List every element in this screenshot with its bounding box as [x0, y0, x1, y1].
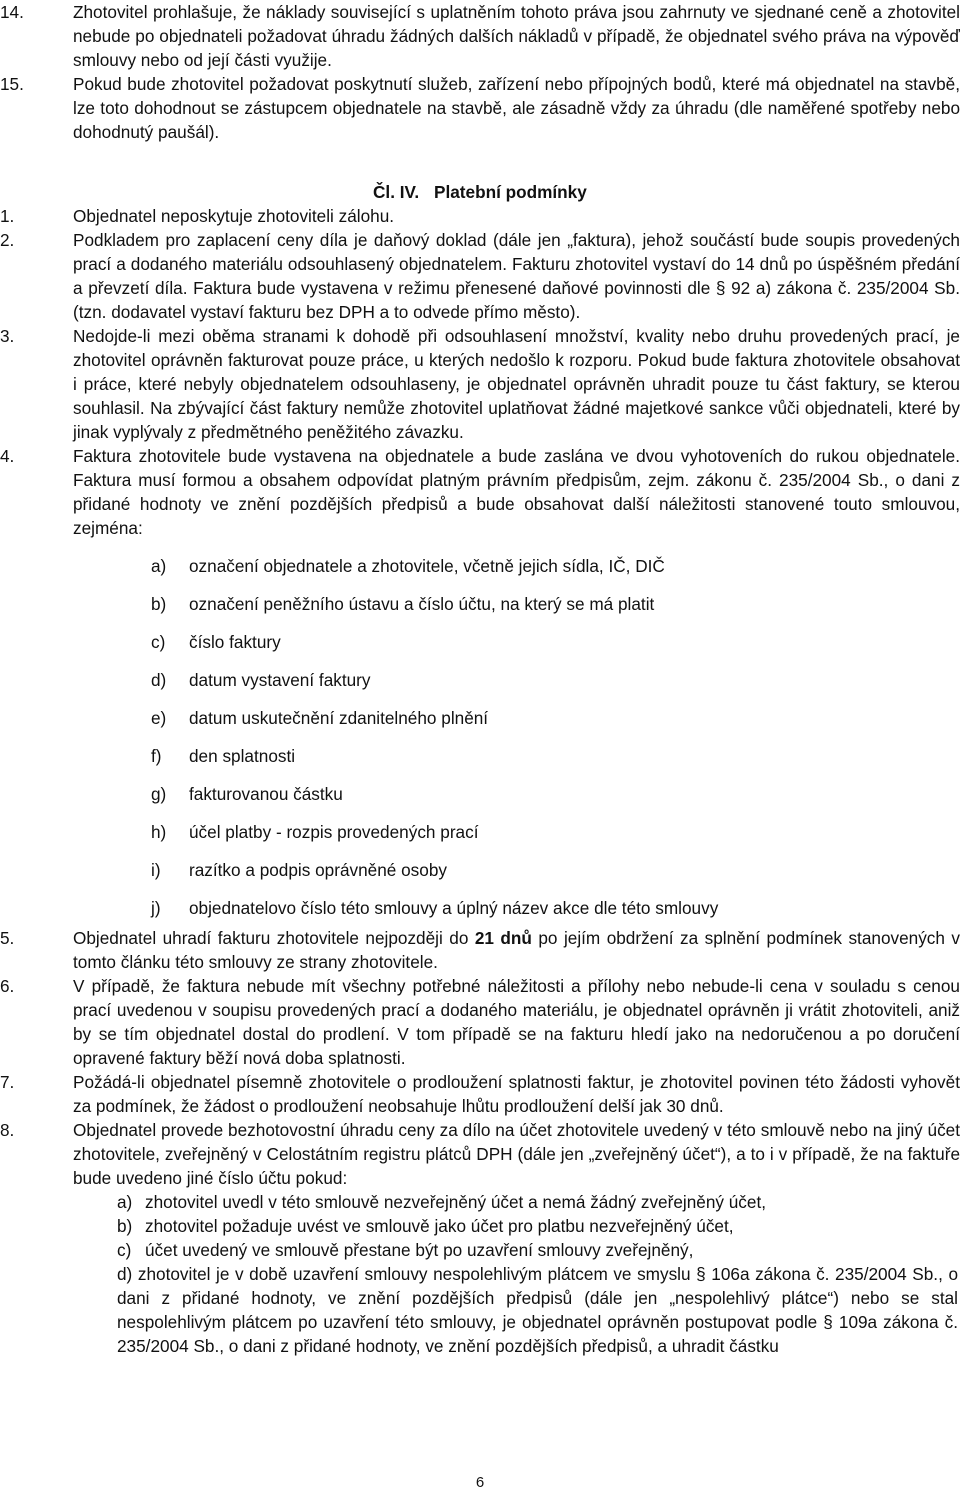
clause-14	[0, 0, 960, 72]
clause-text: Faktura zhotovitele bude vystavena na objednatele a bude zaslána ve dvou vyhotoveních do rukou objednatele. Faktura musí formou a obsahem odpovídat platným právním předpisům, zejm. zákonu č. 235/2004 Sb., o dani z přidané hodnoty ve znění pozdějších předpisů a bude obsahovat další náležitosti stanovené touto smlouvou, zejména:	[73, 446, 960, 538]
clause-number: 8.	[0, 1120, 15, 1140]
list-letter: a)	[117, 1192, 133, 1212]
list-item	[0, 1262, 960, 1358]
list-letter: i)	[151, 860, 161, 880]
clause-number: 15.	[0, 74, 24, 94]
list-item	[0, 782, 960, 806]
list-item	[0, 554, 960, 578]
payment-term: 21 dnů	[474, 928, 532, 948]
clause-text: Podkladem pro zaplacení ceny díla je daňový doklad (dále jen „faktura), jehož součástí bude soupis provedených prací a dodaného materiálu odsouhlasený objednatelem. Fakturu zhotovitel vystaví do 14 dnů po úspěšném předání a převzetí díla. Faktura bude vystavena v režimu přenesené daňové povinnosti dle § 92 a) zákona č. 235/2004 Sb. (tzn. dodavatel vystaví fakturu bez DPH a to odvede přímo město).	[73, 230, 960, 322]
clause-number: 3.	[0, 326, 15, 346]
list-letter: a)	[151, 556, 167, 576]
list-text: objednatelovo číslo této smlouvy a úplný název akce dle této smlouvy	[189, 898, 719, 918]
page-number: 6	[475, 1474, 485, 1491]
clause-text-pre: Objednatel uhradí fakturu zhotovitele nejpozději do	[73, 928, 475, 948]
list-letter: c)	[151, 632, 166, 652]
invoice-requirements-list	[0, 554, 960, 920]
list-letter: e)	[151, 708, 167, 728]
clause-2	[0, 228, 960, 324]
article-title: Platební podmínky	[434, 182, 587, 202]
clause-4	[0, 444, 960, 540]
list-item	[0, 630, 960, 654]
list-text: označení peněžního ústavu a číslo účtu, na který se má platit	[189, 594, 655, 614]
list-letter: f)	[151, 746, 162, 766]
list-letter: h)	[151, 822, 167, 842]
list-item	[0, 744, 960, 768]
clause-text: Požádá-li objednatel písemně zhotovitele o prodloužení splatnosti faktur, je zhotovitel povinen této žádosti vyhovět za podmínek, že žádost o prodloužení neobsahuje lhůtu prodloužení delší jak 30 dnů.	[73, 1072, 960, 1116]
clause-number: 14.	[0, 2, 24, 22]
list-text: den splatnosti	[189, 746, 296, 766]
clause-7	[0, 1070, 960, 1118]
clause-8	[0, 1118, 960, 1190]
clause-number: 7.	[0, 1072, 15, 1092]
clause-15	[0, 72, 960, 144]
list-text: označení objednatele a zhotovitele, včetně jejich sídla, IČ, DIČ	[189, 556, 665, 576]
clause-text: Objednatel provede bezhotovostní úhradu ceny za dílo na účet zhotovitele uvedený v této smlouvě nebo na jiný účet zhotovitele, zveřejněný v Celostátním registru plátců DPH (dále jen „zveřejněný účet“), a to i v případě, že na faktuře bude uvedeno jiné číslo účtu pokud:	[73, 1120, 960, 1188]
clause-text: Pokud bude zhotovitel požadovat poskytnutí služeb, zařízení nebo přípojných bodů, které má objednatel na stavbě, lze toto dohodnout se zástupcem objednatele na stavbě, ale zásadně vždy za úhradu (dle naměřené spotřeby nebo dohodnutý paušál).	[73, 74, 960, 142]
list-letter: b)	[117, 1216, 133, 1236]
clause-5	[0, 926, 960, 974]
clause-number: 4.	[0, 446, 15, 466]
list-text: účet uvedený ve smlouvě přestane být po uzavření smlouvy zveřejněný,	[145, 1240, 694, 1260]
list-item	[0, 1190, 960, 1214]
list-text: datum uskutečnění zdanitelného plnění	[189, 708, 489, 728]
list-item	[0, 1214, 960, 1238]
list-text: datum vystavení faktury	[189, 670, 371, 690]
clause-3	[0, 324, 960, 444]
clause-number: 5.	[0, 928, 15, 948]
list-item	[0, 1238, 960, 1262]
article-heading	[0, 180, 960, 204]
clause-number: 6.	[0, 976, 15, 996]
list-letter: j)	[151, 898, 161, 918]
list-item	[0, 858, 960, 882]
article-label: Čl. IV.	[373, 182, 420, 202]
list-text: d) zhotovitel je v době uzavření smlouvy nespolehlivým plátcem ve smyslu § 106a zákona č. 235/2004 Sb., o dani z přidané hodnoty, ve znění pozdějších předpisů (dále jen „nespolehlivý plátce“) nebo se stal nespolehlivým plátcem po uzavření této smlouvy, je objednatel oprávněn postupovat podle § 109a zákona č. 235/2004 Sb., o dani z přidané hodnoty, ve znění pozdějších předpisů, a uhradit částku	[117, 1264, 958, 1356]
clause-6	[0, 974, 960, 1070]
list-letter: g)	[151, 784, 167, 804]
list-text: zhotovitel požaduje uvést ve smlouvě jako účet pro platbu nezveřejněný účet,	[145, 1216, 734, 1236]
list-text: účel platby - rozpis provedených prací	[189, 822, 479, 842]
clause-text: Zhotovitel prohlašuje, že náklady související s uplatněním tohoto práva jsou zahrnuty ve sjednané ceně a zhotovitel nebude po objednateli požadovat úhradu žádných dalších nákladů v případě, že objednatel svého práva na výpověď smlouvy nebo od její části využije.	[73, 2, 960, 70]
clause-1	[0, 204, 960, 228]
clause-number: 2.	[0, 230, 15, 250]
list-item	[0, 668, 960, 692]
clause-text-post: po jejím obdržení za splnění podmínek stanovených v tomto článku této smlouvy ze strany zhotovitele.	[73, 928, 960, 972]
list-item	[0, 896, 960, 920]
list-letter: c)	[117, 1240, 132, 1260]
list-letter: b)	[151, 594, 167, 614]
list-text: číslo faktury	[189, 632, 281, 652]
list-text: zhotovitel uvedl v této smlouvě nezveřejněný účet a nemá žádný zveřejněný účet,	[145, 1192, 767, 1212]
account-conditions-list	[0, 1190, 960, 1358]
list-item	[0, 706, 960, 730]
clause-number: 1.	[0, 206, 15, 226]
list-item	[0, 592, 960, 616]
list-text: razítko a podpis oprávněné osoby	[189, 860, 447, 880]
clause-text: Nedojde-li mezi oběma stranami k dohodě při odsouhlasení množství, kvality nebo druhu provedených prací, je zhotovitel oprávněn fakturovat pouze práce, u kterých nedošlo k rozporu. Pokud bude faktura zhotovitele obsahovat i práce, které nebyly objednatelem odsouhlaseny, je objednatel oprávněn uhradit pouze tu část faktury, se kterou souhlasil. Na zbývající část faktury nemůže zhotovitel uplatňovat žádné majetkové sankce vůči objednateli, které by jinak vyplývaly z předmětného peněžitého závazku.	[73, 326, 960, 442]
list-text: fakturovanou částku	[189, 784, 343, 804]
list-item	[0, 820, 960, 844]
list-letter: d)	[151, 670, 167, 690]
clause-text: Objednatel neposkytuje zhotoviteli zálohu.	[73, 206, 395, 226]
clause-text: V případě, že faktura nebude mít všechny potřebné náležitosti a přílohy nebo nebude-li cena v souladu s cenou prací uvedenou v soupisu provedených prací a dodaného materiálu, je objednatel oprávněn ji vrátit zhotoviteli, aniž by se tím objednatel dostal do prodlení. V tom případě se na fakturu hledí jako na nedoručenou a po doručení opravené faktury běží nová doba splatnosti.	[73, 976, 960, 1068]
